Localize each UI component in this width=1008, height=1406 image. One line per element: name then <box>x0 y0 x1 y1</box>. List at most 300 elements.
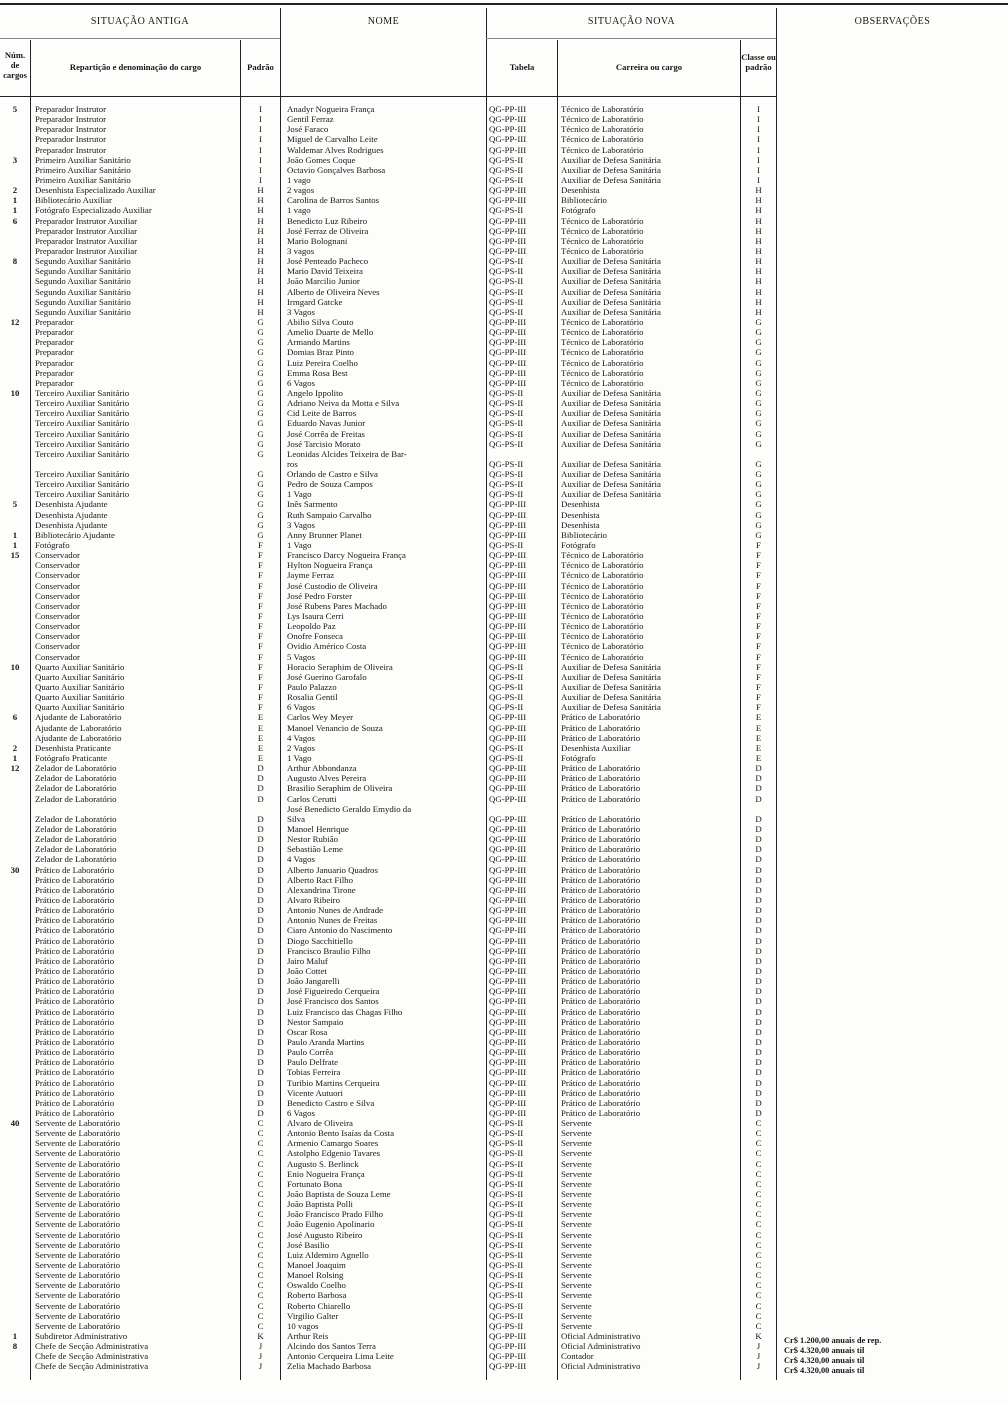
cell-num-cargos <box>0 114 30 124</box>
cell-tabela: QG-PP-III <box>489 986 527 997</box>
column-carreira <box>561 104 739 1372</box>
cell-carreira: Auxiliar de Defesa Sanitária <box>561 428 661 439</box>
cell-nome: Arthur Abbondanza <box>287 763 357 774</box>
group-rule-nova <box>486 38 776 39</box>
cell-num-cargos <box>0 672 30 682</box>
cell-num-cargos: 3 <box>12 154 18 165</box>
cell-tabela: QG-PP-III <box>489 773 527 784</box>
cell-num-cargos <box>0 570 30 580</box>
cell-tabela: QG-PS-II <box>489 469 524 480</box>
cell-padrao: F <box>258 631 263 642</box>
cell-nome: Luiz Pereira Coelho <box>287 357 358 368</box>
cell-nome: Carolina de Barros Santos <box>287 195 380 206</box>
cell-carreira: Auxiliar de Defesa Sanitária <box>561 286 661 297</box>
cell-cargo: Servente de Laboratório <box>35 1158 121 1169</box>
cell-num-cargos <box>0 1230 30 1240</box>
cell-nome: José Figueiredo Cerqueira <box>287 986 380 997</box>
cell-carreira: Prático de Laboratório <box>561 1107 641 1118</box>
cell-nome: José Tarcisio Morato <box>287 438 361 449</box>
cell-num-cargos: 8 <box>12 1341 18 1352</box>
header-carreira: Carreira ou cargo <box>615 62 683 72</box>
cell-nome: Adriano Neiva da Motta e Silva <box>287 398 400 409</box>
cell-classe: D <box>755 854 762 865</box>
cell-padrao: C <box>257 1199 264 1210</box>
cell-padrao: D <box>257 1036 264 1047</box>
cell-classe: F <box>756 550 761 561</box>
cell-num-cargos <box>0 1290 30 1300</box>
cell-classe: F <box>756 671 761 682</box>
cell-cargo: Quarto Auxiliar Sanitário <box>35 682 125 693</box>
cell-num-cargos: 1 <box>12 529 18 540</box>
cell-num-cargos <box>0 449 30 459</box>
cell-classe: F <box>756 682 761 693</box>
cell-carreira: Auxiliar de Defesa Sanitária <box>561 408 661 419</box>
cell-cargo: Fotógrafo Praticante <box>35 753 108 763</box>
cell-classe: J <box>756 1341 761 1352</box>
cell-carreira: Servente <box>561 1158 592 1169</box>
header-nome: NOME <box>367 16 400 27</box>
cell-carreira: Prático de Laboratório <box>561 945 641 956</box>
cell-cargo: Fotógrafo Especializado Auxiliar <box>35 205 152 216</box>
cell-num-cargos <box>0 783 30 793</box>
cell-carreira: Servente <box>561 1270 592 1281</box>
cell-cargo: Servente de Laboratório <box>35 1199 121 1210</box>
cell-num-cargos: 40 <box>10 1118 20 1129</box>
cell-tabela: QG-PS-II <box>489 276 524 287</box>
cell-tabela: QG-PP-III <box>489 245 527 256</box>
cell-tabela: QG-PS-II <box>489 671 524 682</box>
cell-num-cargos <box>0 986 30 996</box>
cell-nome: Paulo Palazzo <box>287 682 337 693</box>
cell-num-cargos <box>0 1128 30 1138</box>
cell-classe: I <box>757 164 760 175</box>
cell-tabela: QG-PS-II <box>489 702 524 713</box>
cell-carreira: Servente <box>561 1280 592 1291</box>
cell-carreira: Servente <box>561 1128 592 1139</box>
cell-tabela: QG-PP-III <box>489 864 527 875</box>
cell-cargo: Prático de Laboratório <box>35 935 115 946</box>
cell-classe: C <box>755 1239 762 1250</box>
cell-padrao: H <box>257 276 264 287</box>
cell-padrao: F <box>258 611 263 622</box>
cell-classe: H <box>755 286 762 297</box>
cell-padrao: G <box>257 418 264 429</box>
cell-cargo: Terceiro Auxiliar Sanitário <box>35 418 130 429</box>
cell-tabela: QG-PS-II <box>489 256 524 267</box>
cell-carreira: Servente <box>561 1249 592 1260</box>
cell-nome: Roberto Barbosa <box>287 1290 347 1301</box>
cell-tabela: QG-PP-III <box>489 874 527 885</box>
cell-num-cargos: 1 <box>12 205 18 216</box>
cell-carreira: Auxiliar de Defesa Sanitária <box>561 489 661 500</box>
cell-num-cargos <box>0 1138 30 1148</box>
cell-cargo: Terceiro Auxiliar Sanitário <box>35 387 130 398</box>
cell-padrao: D <box>257 925 264 936</box>
cell-cargo: Desenhista Especializado Auxiliar <box>35 185 156 196</box>
cell-classe: F <box>756 641 761 652</box>
cell-carreira: Servente <box>561 1209 592 1220</box>
cell-classe: J <box>756 1351 761 1362</box>
cell-carreira: Auxiliar de Defesa Sanitária <box>561 682 661 693</box>
cell-nome: Manoel Venancio de Souza <box>287 722 383 733</box>
cell-nome: Gentil Ferraz <box>287 114 334 125</box>
cell-num-cargos <box>0 641 30 651</box>
cell-padrao: D <box>257 915 264 926</box>
cell-nome: Alcindo dos Santos Terra <box>287 1341 376 1352</box>
cell-carreira: Auxiliar de Defesa Sanitária <box>561 702 661 713</box>
cell-classe: G <box>755 479 762 490</box>
cell-carreira: Prático de Laboratório <box>561 864 641 875</box>
cell-padrao: F <box>258 600 263 611</box>
cell-num-cargos <box>0 936 30 946</box>
cell-nome: Angelo Ippolito <box>287 387 343 398</box>
cell-cargo: Terceiro Auxiliar Sanitário <box>35 398 130 409</box>
cell-num-cargos <box>0 611 30 621</box>
cell-num-cargos <box>0 175 30 185</box>
cell-cargo: Ajudante de Laboratório <box>35 732 122 743</box>
cell-cargo: Prático de Laboratório <box>35 1087 115 1098</box>
cell-tabela: QG-PP-III <box>489 316 527 327</box>
cell-cargo: Prático de Laboratório <box>35 1026 115 1037</box>
cell-classe: H <box>755 296 762 307</box>
cell-padrao: C <box>257 1118 264 1129</box>
cell-nome: José Benedicto Geraldo Emydio da <box>287 803 412 814</box>
cell-carreira: Técnico de Laboratório <box>561 560 644 571</box>
cell-num-cargos <box>0 702 30 712</box>
cell-nome: 4 Vagos <box>287 854 315 865</box>
cell-nome: João Baptista Polli <box>287 1199 353 1210</box>
cell-carreira: Servente <box>561 1199 592 1210</box>
cell-num-cargos <box>0 1189 30 1199</box>
cell-nome: Antonio Bento Isaías da Costa <box>287 1128 395 1139</box>
cell-nome: Benedicto Castro e Silva <box>287 1097 375 1108</box>
cell-carreira: Prático de Laboratório <box>561 894 641 905</box>
cell-cargo: Conservador <box>35 580 80 591</box>
cell-num-cargos <box>0 804 30 814</box>
cell-cargo: Fotógrafo <box>35 540 70 551</box>
cell-nome: 3 Vagos <box>287 306 315 317</box>
cell-padrao: I <box>259 114 262 125</box>
cell-classe: D <box>755 996 762 1007</box>
cell-padrao: C <box>257 1168 264 1179</box>
cell-nome: Inês Sarmento <box>287 499 338 510</box>
cell-padrao: F <box>258 570 263 581</box>
cell-nome: Hylton Nogueira França <box>287 560 373 571</box>
cell-tabela: QG-PS-II <box>489 1158 524 1169</box>
cell-tabela: QG-PS-II <box>489 1290 524 1301</box>
cell-nome: Carlos Cerutti <box>287 793 337 804</box>
cell-carreira: Servente <box>561 1320 592 1331</box>
cell-classe: D <box>755 986 762 997</box>
column-num-cargos <box>0 104 30 1372</box>
cell-padrao: I <box>259 144 262 155</box>
cell-classe: D <box>755 1016 762 1027</box>
cell-tabela: QG-PS-II <box>489 1280 524 1291</box>
cell-num-cargos: 2 <box>12 742 18 753</box>
cell-nome: Oswaldo Coelho <box>287 1280 346 1291</box>
cell-padrao: J <box>258 1361 263 1372</box>
cell-num-cargos <box>0 297 30 307</box>
cell-classe: C <box>755 1249 762 1260</box>
cell-padrao: D <box>257 1107 264 1118</box>
cell-tabela: QG-PS-II <box>489 1229 524 1240</box>
cell-carreira: Desenhista <box>561 509 600 520</box>
cell-num-cargos <box>0 733 30 743</box>
cell-classe: H <box>755 205 762 216</box>
cell-nome: Roberto Chiarello <box>287 1300 351 1311</box>
cell-cargo: Preparador Instrutor <box>35 134 107 145</box>
cell-num-cargos <box>0 398 30 408</box>
cell-nome: Francisco Braulio Filho <box>287 945 371 956</box>
cell-nome: João Cottet <box>287 965 327 976</box>
cell-classe: D <box>755 813 762 824</box>
cell-carreira: Técnico de Laboratório <box>561 134 644 145</box>
cell-classe: C <box>755 1270 762 1281</box>
cell-cargo: Terceiro Auxiliar Sanitário <box>35 469 130 480</box>
cell-tabela: QG-PP-III <box>489 570 527 581</box>
cell-padrao: C <box>257 1239 264 1250</box>
cell-classe: J <box>756 1361 761 1372</box>
cell-tabela: QG-PS-II <box>489 1300 524 1311</box>
cell-num-cargos: 1 <box>12 753 18 763</box>
cell-carreira: Servente <box>561 1229 592 1240</box>
cell-num-cargos <box>0 1148 30 1158</box>
cell-cargo: Preparador Instrutor <box>35 144 107 155</box>
cell-tabela: QG-PP-III <box>489 611 527 622</box>
cell-cargo: Primeiro Auxiliar Sanitário <box>35 164 131 175</box>
cell-tabela: QG-PP-III <box>489 1047 527 1058</box>
header-bottom-rule <box>0 96 776 97</box>
cell-cargo: Servente de Laboratório <box>35 1189 121 1200</box>
cell-tabela: QG-PP-III <box>489 134 527 145</box>
cell-classe: C <box>755 1148 762 1159</box>
cell-padrao <box>241 459 280 469</box>
cell-nome: 1 Vago <box>287 753 312 763</box>
cell-num-cargos <box>0 885 30 895</box>
cell-tabela: QG-PS-II <box>489 661 524 672</box>
cell-num-cargos <box>0 1037 30 1047</box>
cell-carreira: Servente <box>561 1189 592 1200</box>
cell-carreira: Técnico de Laboratório <box>561 225 644 236</box>
cell-num-cargos <box>0 854 30 864</box>
cell-nome: Pedro de Souza Campos <box>287 479 373 490</box>
cell-num-cargos <box>0 1301 30 1311</box>
cell-num-cargos <box>0 1219 30 1229</box>
cell-cargo: Prático de Laboratório <box>35 874 115 885</box>
cell-num-cargos <box>0 1047 30 1057</box>
cell-tabela: QG-PP-III <box>489 185 527 196</box>
cell-tabela: QG-PP-III <box>489 347 527 358</box>
cell-cargo: Terceiro Auxiliar Sanitário <box>35 489 130 500</box>
cell-nome: João Gomes Coque <box>287 154 356 165</box>
cell-carreira: Auxiliar de Defesa Sanitária <box>561 154 661 165</box>
cell-cargo: Primeiro Auxiliar Sanitário <box>35 154 131 165</box>
cell-tabela: QG-PP-III <box>489 104 527 114</box>
cell-cargo: Desenhista Ajudante <box>35 499 108 510</box>
cell-nome: Jayme Ferraz <box>287 570 335 581</box>
cell-carreira: Técnico de Laboratório <box>561 104 644 114</box>
cell-nome: Jairo Maluf <box>287 955 328 966</box>
cell-carreira: Prático de Laboratório <box>561 1077 641 1088</box>
cell-tabela: QG-PP-III <box>489 560 527 571</box>
cell-nome: José Corrêa de Freitas <box>287 428 365 439</box>
cell-carreira: Oficial Administrativo <box>561 1331 641 1342</box>
cell-tabela: QG-PS-II <box>489 458 524 469</box>
cell-cargo: Prático de Laboratório <box>35 986 115 997</box>
cell-cargo: Terceiro Auxiliar Sanitário <box>35 428 130 439</box>
cell-classe: D <box>755 945 762 956</box>
cell-padrao: F <box>258 661 263 672</box>
cell-tabela: QG-PP-III <box>489 1341 527 1352</box>
cell-carreira: Prático de Laboratório <box>561 732 641 743</box>
cell-num-cargos <box>0 327 30 337</box>
cell-cargo: Prático de Laboratório <box>35 915 115 926</box>
cell-tabela: QG-PP-III <box>489 580 527 591</box>
cell-padrao: D <box>257 955 264 966</box>
cell-cargo: Servente de Laboratório <box>35 1219 121 1230</box>
cell-padrao: G <box>257 367 264 378</box>
cell-nome: Paulo Aranda Martins <box>287 1036 365 1047</box>
cell-classe: D <box>755 884 762 895</box>
cell-carreira: Prático de Laboratório <box>561 1036 641 1047</box>
cell-num-cargos <box>0 601 30 611</box>
cell-nome: José Custodio de Oliveira <box>287 580 378 591</box>
cell-num-cargos <box>0 1260 30 1270</box>
cell-classe: C <box>755 1300 762 1311</box>
cell-classe: D <box>755 874 762 885</box>
cell-cargo: Quarto Auxiliar Sanitário <box>35 692 125 703</box>
cell-carreira: Desenhista <box>561 519 600 530</box>
cell-nome: Alberto de Oliveira Neves <box>287 286 380 297</box>
cell-num-cargos <box>0 844 30 854</box>
cell-num-cargos: 5 <box>12 499 18 510</box>
cell-classe: D <box>755 1107 762 1118</box>
cell-classe: G <box>755 499 762 510</box>
column-padrao <box>241 104 280 1372</box>
cell-num-cargos <box>0 895 30 905</box>
cell-cargo: Preparador Instrutor <box>35 124 107 135</box>
cell-padrao: G <box>257 448 264 459</box>
cell-num-cargos: 12 <box>10 763 20 774</box>
cell-nome: José Faraco <box>287 124 329 135</box>
cell-carreira: Técnico de Laboratório <box>561 651 644 662</box>
cell-padrao: G <box>257 408 264 419</box>
cell-cargo: Chefe de Secção Administrativa <box>35 1351 149 1362</box>
cell-classe: C <box>755 1229 762 1240</box>
cell-classe: G <box>755 367 762 378</box>
cell-classe: E <box>755 742 762 753</box>
cell-carreira: Oficial Administrativo <box>561 1341 641 1352</box>
cell-padrao: G <box>257 479 264 490</box>
header-num-cargos: Núm. de cargos <box>3 50 27 80</box>
cell-nome: Leopoldo Paz <box>287 621 336 632</box>
cell-nome: Orlando de Castro e Silva <box>287 469 378 480</box>
cell-carreira: Técnico de Laboratório <box>561 316 644 327</box>
cell-nome: Manoel Joaquim <box>287 1260 346 1271</box>
cell-tabela: QG-PS-II <box>489 1320 524 1331</box>
cell-cargo: Servente de Laboratório <box>35 1148 121 1159</box>
cell-padrao: D <box>257 1006 264 1017</box>
cell-num-cargos <box>0 266 30 276</box>
cell-nome: 6 Vagos <box>287 377 315 388</box>
cell-cargo: Conservador <box>35 641 80 652</box>
cell-carreira: Fotógrafo <box>561 205 596 216</box>
cell-padrao: C <box>257 1310 264 1321</box>
cell-nome: 5 Vagos <box>287 651 315 662</box>
cell-classe: F <box>756 621 761 632</box>
cell-padrao: H <box>257 306 264 317</box>
cell-num-cargos <box>0 1108 30 1118</box>
cell-carreira: Prático de Laboratório <box>561 1067 641 1078</box>
cell-cargo: Quarto Auxiliar Sanitário <box>35 702 125 713</box>
cell-tabela: QG-PS-II <box>489 1128 524 1139</box>
cell-tabela: QG-PP-III <box>489 884 527 895</box>
cell-tabela: QG-PP-III <box>489 945 527 956</box>
cell-classe: D <box>755 1006 762 1017</box>
cell-padrao: C <box>257 1260 264 1271</box>
cell-cargo: Zelador de Laboratório <box>35 793 117 804</box>
cell-classe: C <box>755 1138 762 1149</box>
cell-nome: Manoel Henrique <box>287 823 349 834</box>
header-padrao: Padrão <box>247 62 274 72</box>
cell-num-cargos <box>0 956 30 966</box>
cell-padrao: G <box>257 347 264 358</box>
cell-carreira: Contador <box>561 1351 594 1362</box>
cell-nome: Antonio Nunes de Andrade <box>287 905 384 916</box>
cell-tabela: QG-PP-III <box>489 550 527 561</box>
cell-nome: Fortunato Bona <box>287 1178 342 1189</box>
cell-classe: C <box>755 1209 762 1220</box>
cell-classe: H <box>755 185 762 196</box>
cell-cargo <box>35 804 238 814</box>
cell-cargo: Preparador Instrutor Auxiliar <box>35 225 138 236</box>
cell-carreira: Técnico de Laboratório <box>561 367 644 378</box>
cell-cargo: Zelador de Laboratório <box>35 854 117 865</box>
cell-classe: G <box>755 469 762 480</box>
cell-tabela: QG-PP-III <box>489 590 527 601</box>
cell-padrao: H <box>257 296 264 307</box>
cell-tabela: QG-PS-II <box>489 1138 524 1149</box>
cell-tabela: QG-PS-II <box>489 286 524 297</box>
cell-tabela: QG-PS-II <box>489 205 524 216</box>
cell-cargo: Chefe de Secção Administrativa <box>35 1361 149 1372</box>
cell-nome: José Penteado Pacheco <box>287 256 369 267</box>
cell-num-cargos <box>0 337 30 347</box>
cell-nome: 1 Vago <box>287 489 312 500</box>
cell-classe: D <box>755 1036 762 1047</box>
cell-padrao: D <box>257 763 264 774</box>
cell-tabela: QG-PP-III <box>489 327 527 338</box>
cell-carreira: Técnico de Laboratório <box>561 357 644 368</box>
cell-tabela: QG-PS-II <box>489 1260 524 1271</box>
header-classe: Classe ou padrão <box>741 52 776 72</box>
cell-num-cargos <box>0 1057 30 1067</box>
cell-nome: Anny Brunner Planet <box>287 529 362 540</box>
cell-cargo: Bibliotecário Auxiliar <box>35 195 112 206</box>
cell-num-cargos <box>0 226 30 236</box>
cell-num-cargos: 1 <box>12 195 18 206</box>
cell-padrao: D <box>257 813 264 824</box>
cell-classe: D <box>755 773 762 784</box>
cell-cargo: Segundo Auxiliar Sanitário <box>35 286 131 297</box>
cell-num-cargos <box>0 479 30 489</box>
cell-carreira: Servente <box>561 1148 592 1159</box>
column-cargo <box>35 104 238 1372</box>
cell-classe: E <box>755 753 762 763</box>
cell-cargo: Prático de Laboratório <box>35 1067 115 1078</box>
cell-tabela: QG-PP-III <box>489 894 527 905</box>
cell-num-cargos <box>0 378 30 388</box>
